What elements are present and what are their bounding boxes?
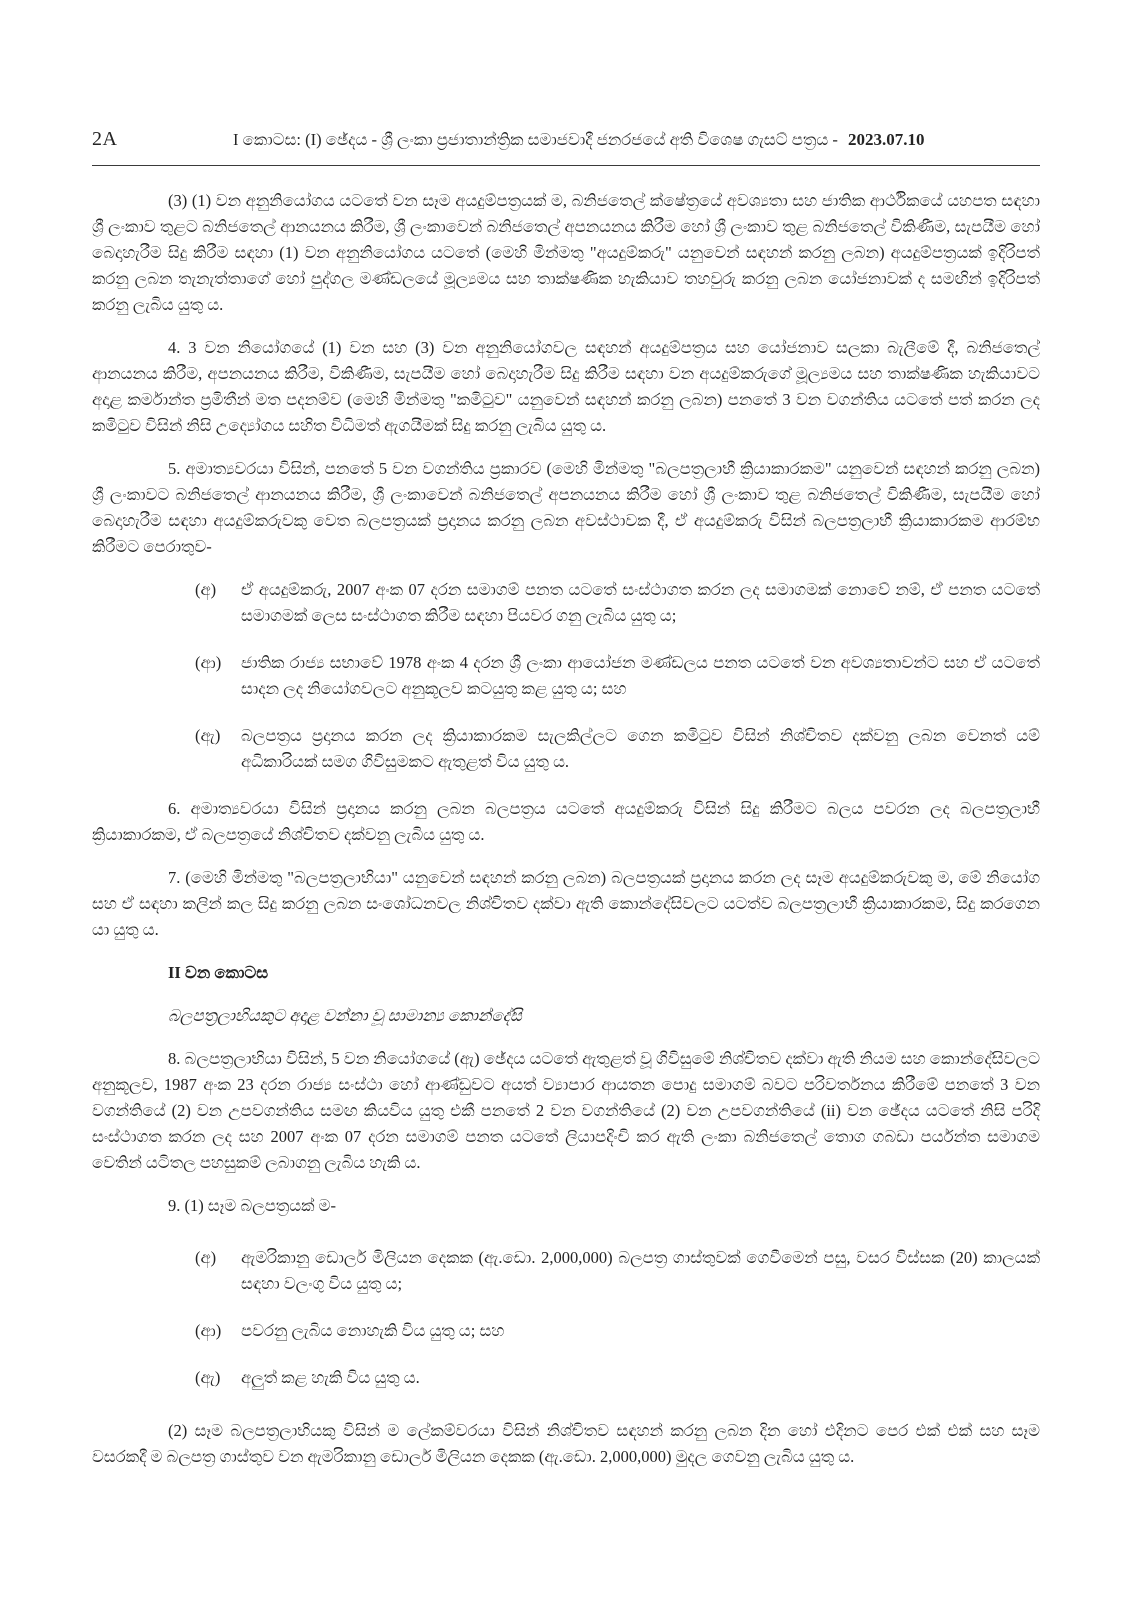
paragraph-6: 6. අමාත්‍යවරයා විසින් ප්‍රදානය කරනු ලබන බලපත්‍රය යටතේ අයදුම්කරු විසින් සිදු කිරීමට බලය පවරන ලද බලපත්‍රලාභී ක්‍රියාකාරකම, ඒ බලපත්‍රයේ නිශ්චිතව දක්වනු ලැබිය යුතු ය. [92, 799, 1040, 844]
list-item-text: ජාතික රාජ්‍ය සභාවේ 1978 අංක 4 දරන ශ්‍රී ලංකා ආයෝජන මණ්ඩලය පනත යටතේ වන අවශ්‍යතාවන්ට සහ ඒ යටතේ සාදන ලද නියෝගවලට අනුකූලව කටයුතු කළ යුතු ය; සහ [241, 653, 1040, 698]
part-ii-subtitle: බලපත්‍රලාභියකුට අදාළ වන්නා වූ සාමාන්‍ය කොන්දේසි [168, 1006, 522, 1025]
paragraph-9-2: (2) සෑම බලපත්‍රලාභියකු විසින් ම ලේකම්වරයා විසින් නිශ්චිතව සඳහන් කරනු ලබන දින හෝ එදිනට පෙර එක් එක් සහ සෑම වසරකදී ම බලපත්‍ර ගාස්තුව වන ඇමරිකානු ඩොලර් මිලියන දෙකක (ඇ.ඩො. 2,000,000) මුදල ගෙවනු ලැබිය යුතු ය. [92, 1421, 1040, 1466]
list-item-5-ae [195, 723, 1040, 775]
part-ii-heading: II වන කොටස [168, 963, 269, 982]
list-item-text: අලුත් කළ හැකි විය යුතු ය. [241, 1368, 420, 1387]
list-item-5-a [195, 577, 1040, 629]
paragraph-3-1: (3) (1) වන අනුනියෝගය යටතේ වන සෑම අයදුම්පත්‍රයක් ම, බනිජතෙල් ක්ෂේත්‍රයේ අවශ්‍යතා සහ ජාතික ආර්ථිකයේ යහපත සඳහා ශ්‍රී ලංකාව තුළට බනිජතෙල් ආනයනය කිරීම, ශ්‍රී ලංකාවෙන් බනිජතෙල් අපනයනය කිරීම හෝ ශ්‍රී ලංකාව තුළ බනිජතෙල් විකිණීම, සැපයීම හෝ බෙදාහැරීම සිදු කිරීම සඳහා (1) වන අනුනියෝගය යටතේ (මෙහි මින්මතු "අයදුම්කරු" යනුවෙන් සඳහන් කරනු ලබන) අයදුම්පත්‍රයක් ඉදිරිපත් කරනු ලබන තැනැත්තාගේ හෝ පුද්ගල මණ්ඩලයේ මූල්‍යමය සහ තාක්ෂණික හැකියාව තහවුරු කරනු ලබන යෝජනාවක් ද සමඟින් ඉදිරිපත් කරනු ලැබිය යුතු ය. [92, 191, 1040, 314]
list-item-label: (ඇ) [195, 726, 221, 745]
paragraph-4: 4. 3 වන නියෝගයේ (1) වන සහ (3) වන අනුනියෝගවල සඳහන් අයදුම්පත්‍රය සහ යෝජනාව සලකා බැලීමේ දී, බනිජතෙල් ආනයනය කිරීම, අපනයනය කිරීම, විකිණීම, සැපයීම හෝ බෙදාහැරීම සිදු කිරීම සඳහා වන අයදුම්කරුගේ මූල්‍යමය සහ තාක්ෂණික හැකියාවට අදාළ කර්මාන්ත ප්‍රමිතීන් මත පදනම්ව (මෙහි මින්මතු "කමිටුව" යනුවෙන් සඳහන් කරනු ලබන) පනතේ 3 වන වගන්තිය යටතේ පත් කරන ලද කමිටුව විසින් නිසි උද්‍යෝගය සහිත විධිමත් ඇගයීමක් සිදු කරනු ලැබිය යුතු ය. [92, 338, 1040, 435]
list-item-5-aa [195, 650, 1040, 702]
page-number: 2A [92, 128, 118, 150]
header-date: 2023.07.10 [847, 130, 925, 149]
list-item-9-a [195, 1245, 1040, 1297]
paragraph-9-intro: 9. (1) සෑම බලපත්‍රයක් ම- [168, 1196, 337, 1215]
paragraph-5-intro: 5. අමාත්‍යවරයා විසින්, පනතේ 5 වන වගන්තිය ප්‍රකාරව (මෙහි මින්මතු "බලපත්‍රලාභී ක්‍රියාකාරකම" යනුවෙන් සඳහන් කරනු ලබන) ශ්‍රී ලංකාවට බනිජතෙල් ආනයනය කිරීම, ශ්‍රී ලංකාවෙන් බනිජතෙල් අපනයනය කිරීම හෝ ශ්‍රී ලංකාව තුළ බනිජතෙල් විකිණීම, සැපයීම හෝ බෙදාහැරීම සඳහා අයදුම්කරුවකු වෙත බලපත්‍රයක් ප්‍රදානය කරනු ලබන අවස්ථාවක දී, ඒ අයදුම්කරු විසින් බලපත්‍රලාභී ක්‍රියාකාරකම ආරම්භ කිරීමට පෙරාතුව- [92, 459, 1040, 556]
list-item-text: බලපත්‍රය ප්‍රදානය කරන ලද ක්‍රියාකාරකම සැලකිල්ලට ගෙන කමිටුව විසින් නිශ්චිතව දක්වනු ලබන වෙනත් යම් අධිකාරියක් සමග ගිවිසුමකට ඇතුළත් විය යුතු ය. [241, 726, 1040, 771]
list-item-label: (ආ) [195, 653, 222, 672]
paragraph-7: 7. (මෙහි මින්මතු "බලපත්‍රලාභියා" යනුවෙන් සඳහන් කරනු ලබන) බලපත්‍රයක් ප්‍රදානය කරන ලද සෑම අයදුම්කරුවකු ම, මේ නියෝග සහ ඒ සඳහා කලින් කල සිදු කරනු ලබන සංශෝධනවල නිශ්චිතව දක්වා ඇති කොන්දේසිවලට යටත්ව බලපත්‍රලාභී ක්‍රියාකාරකම, සිදු කරගෙන යා යුතු ය. [92, 868, 1040, 939]
header-title-text: I කොටස: (I) ඡේදය - ශ්‍රී ලංකා ප්‍රජාතාන්ත්‍රික සමාජවාදී ජනරජයේ අති විශෙෂ ගැසට් පත්‍රය - [233, 130, 842, 149]
list-item-label: (ආ) [195, 1321, 222, 1340]
list-item-text: ඒ අයදුම්කරු, 2007 අංක 07 දරන සමාගම් පනත යටතේ සංස්ථාගත කරන ලද සමාගමක් නොවේ නම්, ඒ පනත යටතේ සමාගමක් ලෙස සංස්ථාගත කිරීම සඳහා පියවර ගනු ලැබිය යුතු ය; [241, 580, 1040, 625]
list-item-9-aa [195, 1318, 1040, 1344]
header-rule [92, 165, 1040, 166]
list-item-9-ae [195, 1365, 1040, 1391]
list-item-label: (ඇ) [195, 1368, 221, 1387]
header-title [117, 130, 1040, 150]
paragraph-8: 8. බලපත්‍රලාභියා විසින්, 5 වන නියෝගයේ (ඇ) ඡේදය යටතේ ඇතුළත් වූ ගිවිසුමේ නිශ්චිතව දක්වා ඇති නියම සහ කොන්දේසිවලට අනුකූලව, 1987 අංක 23 දරන රාජ්‍ය සංස්ථා හෝ ආණ්ඩුවට අයත් ව්‍යාපාර ආයතන පොදු සමාගම් බවට පරිවර්තනය කිරීමේ පනතේ 3 වන වගන්තියේ (2) වන උපවගන්තිය සමඟ කියවිය යුතු එකී පනතේ 2 වන වගන්තියේ (2) වන උපවගන්තියේ (ii) වන ඡේදය යටතේ නිසි පරිදි සංස්ථාගත කරන ලද සහ 2007 අංක 07 දරන සමාගම් පනත යටතේ ලියාපදිංචි කර ඇති ලංකා බනිජතෙල් තොග ගබඩා පර්යන්ත සමාගම වෙතින් යටිතල පහසුකම් ලබාගනු ලැබිය හැකි ය. [92, 1049, 1040, 1172]
list-item-text: පවරනු ලැබිය නොහැකි විය යුතු ය; සහ [241, 1321, 505, 1340]
document-body [92, 188, 1040, 1470]
list-item-text: ඇමරිකානු ඩොලර් මිලියන දෙකක (ඇ.ඩො. 2,000,000) බලපත්‍ර ගාස්තුවක් ගෙවීමෙන් පසු, වසර විස්සක (20) කාලයක් සඳහා වලංගු විය යුතු ය; [241, 1248, 1040, 1293]
list-item-label: (අ) [195, 1248, 217, 1267]
list-item-label: (අ) [195, 580, 217, 599]
page-header [92, 128, 1040, 151]
